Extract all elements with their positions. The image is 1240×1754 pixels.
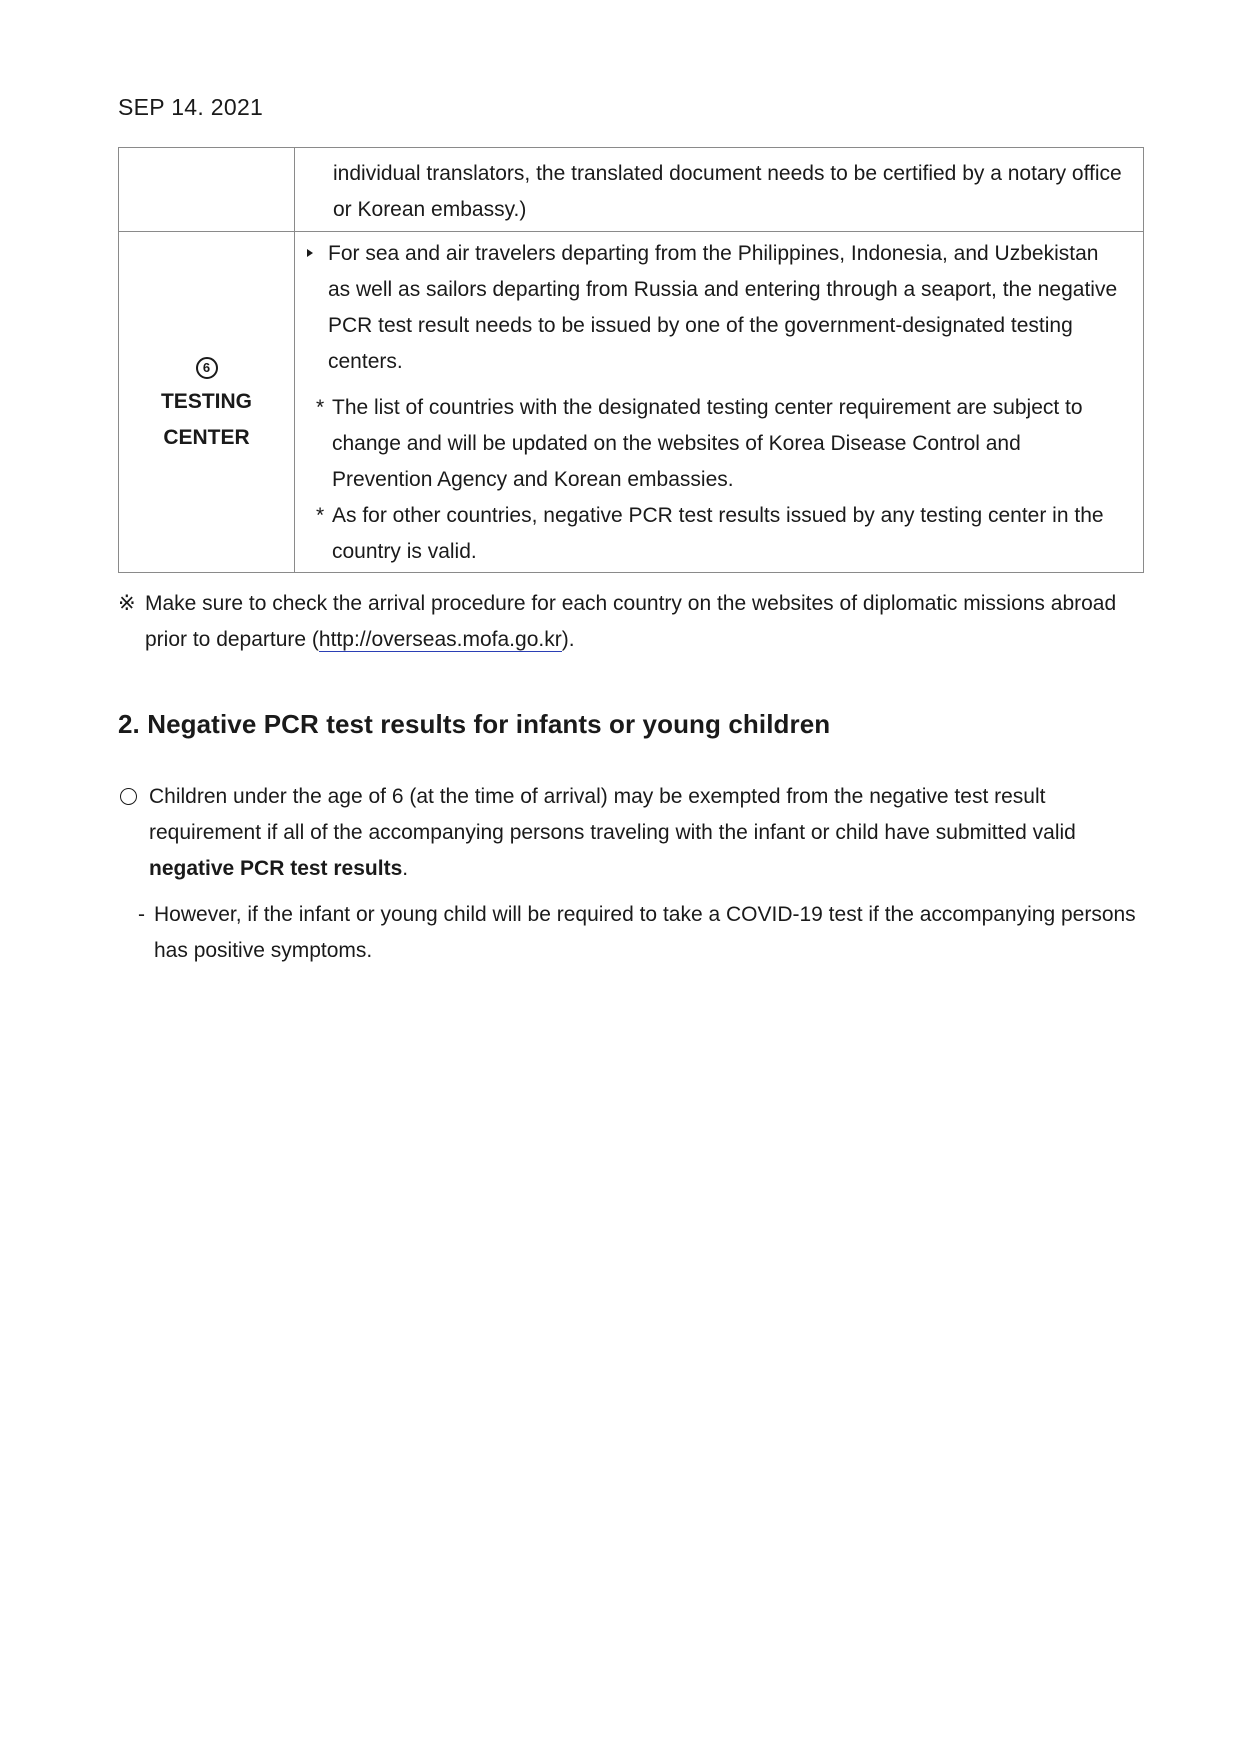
asterisk-marker: * xyxy=(316,504,325,527)
exemption-text: Children under the age of 6 (at the time of arrival) may be exempted from the negative test result requirement if all of the accompanying persons traveling with the infant or child have submitted valid xyxy=(149,785,1076,844)
testing-center-label-cell xyxy=(119,232,295,573)
reference-mark: ※ xyxy=(118,592,136,615)
document-date: SEP 14. 2021 xyxy=(118,94,264,120)
footnote-text-end: ). xyxy=(561,628,575,651)
caveat-text: However, if the infant or young child will be required to take a COVID-19 test if the accompanying persons has positive symptoms. xyxy=(154,903,1136,962)
testing-center-content-cell xyxy=(295,232,1144,573)
arrival-procedure-footnote xyxy=(118,586,1138,658)
list-item xyxy=(295,390,1123,498)
list-item xyxy=(295,498,1123,570)
country-list-note-text: The list of countries with the designated testing center requirement are subject to change and will be updated on the websites of Korea Disease Control and Prevention Agency and Korean embassies. xyxy=(332,396,1083,491)
triangle-bullet-icon xyxy=(307,249,313,257)
table-label-cell-empty xyxy=(119,148,295,232)
symptoms-caveat xyxy=(138,897,1138,969)
list-item xyxy=(295,236,1123,380)
footnote-text: Make sure to check the arrival procedure for each country on the websites of diplomatic missions abroad prior to departure ( xyxy=(145,592,1117,651)
circled-number-six: 6 xyxy=(196,357,218,379)
label-line-testing: TESTING xyxy=(160,390,252,413)
asterisk-marker: * xyxy=(316,396,325,419)
designated-center-bullet-text: For sea and air travelers departing from the Philippines, Indonesia, and Uzbekistan as well as sailors departing from Russia and entering through a seaport, the negative PCR test result needs to be issued by one of the government-designated testing centers. xyxy=(328,242,1118,373)
other-countries-note-text: As for other countries, negative PCR test results issued by any testing center in the country is valid. xyxy=(332,504,1104,563)
exemption-period: . xyxy=(402,857,409,880)
requirements-table xyxy=(118,147,1144,573)
circle-bullet-icon xyxy=(120,788,137,805)
exemption-bold-text: negative PCR test results xyxy=(149,857,403,880)
section-heading: 2. Negative PCR test results for infants or young children xyxy=(118,709,831,739)
table-row xyxy=(119,232,1144,573)
table-row xyxy=(119,148,1144,232)
label-line-center: CENTER xyxy=(163,426,250,449)
table-content-cell xyxy=(295,148,1144,232)
mofa-overseas-link[interactable]: http://overseas.mofa.go.kr xyxy=(318,628,562,651)
infant-exemption-paragraph xyxy=(118,779,1138,887)
dash-marker: - xyxy=(138,903,145,926)
translation-note-text: individual translators, the translated document needs to be certified by a notary office or Korean embassy.) xyxy=(333,162,1122,221)
